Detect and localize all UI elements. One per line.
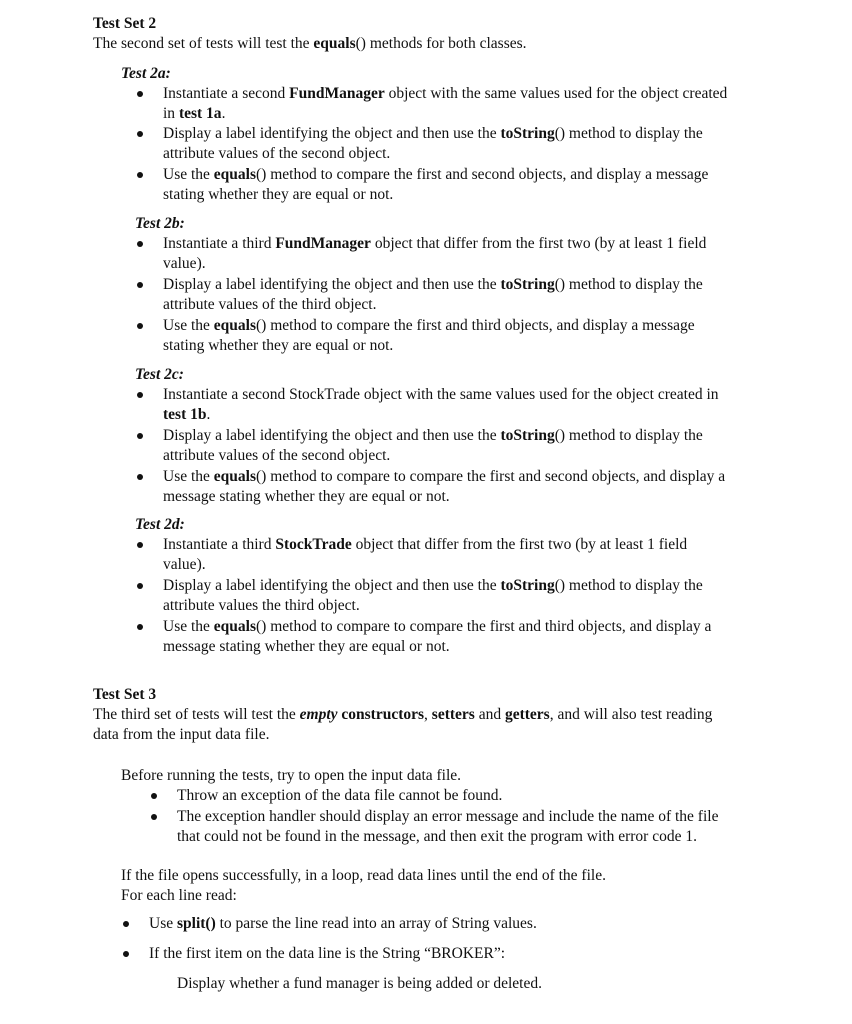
test-2b-label: Test 2b: <box>135 215 185 232</box>
test-2d-label: Test 2d: <box>135 516 185 533</box>
bullet <box>137 323 143 329</box>
bullet <box>137 282 143 288</box>
test-set-2-intro: The second set of tests will test the equals() methods for both classes. <box>93 35 527 52</box>
split-item: Use split() to parse the line read into an array of String values. <box>149 915 537 932</box>
test-2b-item-1-line-1: Instantiate a third FundManager object that differ from the first two (by at least 1 field <box>163 235 707 252</box>
bullet <box>137 241 143 247</box>
test-2c-item-3-line-1: Use the equals() method to compare to compare the first and second objects, and display a <box>163 468 726 485</box>
test-2d-item-1-line-1: Instantiate a third StockTrade object that differ from the first two (by at least 1 field <box>163 536 688 553</box>
test-2a-item-2-line-1: Display a label identifying the object and then use the toString() method to display the <box>163 125 703 142</box>
bullet <box>151 814 157 820</box>
bullet <box>137 583 143 589</box>
bullet <box>137 624 143 630</box>
test-2b-item-2-line-1: Display a label identifying the object and then use the toString() method to display the <box>163 276 703 293</box>
test-2c-item-2-line-1: Display a label identifying the object and then use the toString() method to display the <box>163 427 703 444</box>
display-text: Display whether a fund manager is being added or deleted. <box>177 975 542 992</box>
loop-text-line-1: If the file opens successfully, in a loop, read data lines until the end of the file. <box>121 867 606 884</box>
before-running-text: Before running the tests, try to open the input data file. <box>121 767 462 784</box>
test-2d-item-2-line-1: Display a label identifying the object and then use the toString() method to display the <box>163 577 703 594</box>
test-2b-item-3-line-2: stating whether they are equal or not. <box>163 337 394 354</box>
test-2b-item-2-line-2: attribute values of the third object. <box>163 296 377 313</box>
test-set-2-heading: Test Set 2 <box>93 15 157 32</box>
bullet <box>137 392 143 398</box>
bullet <box>137 542 143 548</box>
test-2a-item-1-line-2: in test 1a. <box>163 105 226 122</box>
test-2c-label: Test 2c: <box>135 366 184 383</box>
loop-text-line-2: For each line read: <box>121 887 237 904</box>
test-set-3-intro-line-2: data from the input data file. <box>93 726 270 743</box>
test-2d-item-1-line-2: value). <box>163 556 206 573</box>
test-2a-item-3-line-1: Use the equals() method to compare the first and second objects, and display a message <box>163 166 709 183</box>
test-2c-item-3-line-2: message stating whether they are equal or not. <box>163 488 450 505</box>
test-set-3-intro-line-1: The third set of tests will test the empty constructors, setters and getters, and will also test reading <box>93 706 713 723</box>
bullet <box>151 793 157 799</box>
bullet <box>137 91 143 97</box>
test-2c-item-1-line-2: test 1b. <box>163 406 211 423</box>
test-2a-item-2-line-2: attribute values of the second object. <box>163 145 391 162</box>
bullet <box>123 951 129 957</box>
test-2d-item-3-line-1: Use the equals() method to compare to compare the first and third objects, and display a <box>163 618 712 635</box>
bullet <box>123 921 129 927</box>
test-2b-item-1-line-2: value). <box>163 255 206 272</box>
test-2d-item-3-line-2: message stating whether they are equal or not. <box>163 638 450 655</box>
handler-item-line-1: The exception handler should display an error message and include the name of the file <box>177 808 719 825</box>
test-2a-item-1-line-1: Instantiate a second FundManager object with the same values used for the object created <box>163 85 728 102</box>
test-2c-item-2-line-2: attribute values of the second object. <box>163 447 391 464</box>
test-2d-item-2-line-2: attribute values the third object. <box>163 597 360 614</box>
bullet <box>137 172 143 178</box>
exception-item: Throw an exception of the data file cannot be found. <box>177 787 503 804</box>
handler-item-line-2: that could not be found in the message, and then exit the program with error code 1. <box>177 828 697 845</box>
test-2a-label: Test 2a: <box>121 65 171 82</box>
bullet <box>137 474 143 480</box>
test-2b-item-3-line-1: Use the equals() method to compare the first and third objects, and display a message <box>163 317 695 334</box>
bullet <box>137 433 143 439</box>
bullet <box>137 131 143 137</box>
test-2c-item-1-line-1: Instantiate a second StockTrade object with the same values used for the object created in <box>163 386 719 403</box>
broker-item: If the first item on the data line is the String “BROKER”: <box>149 945 506 962</box>
test-2a-item-3-line-2: stating whether they are equal or not. <box>163 186 394 203</box>
test-set-3-heading: Test Set 3 <box>93 686 157 703</box>
